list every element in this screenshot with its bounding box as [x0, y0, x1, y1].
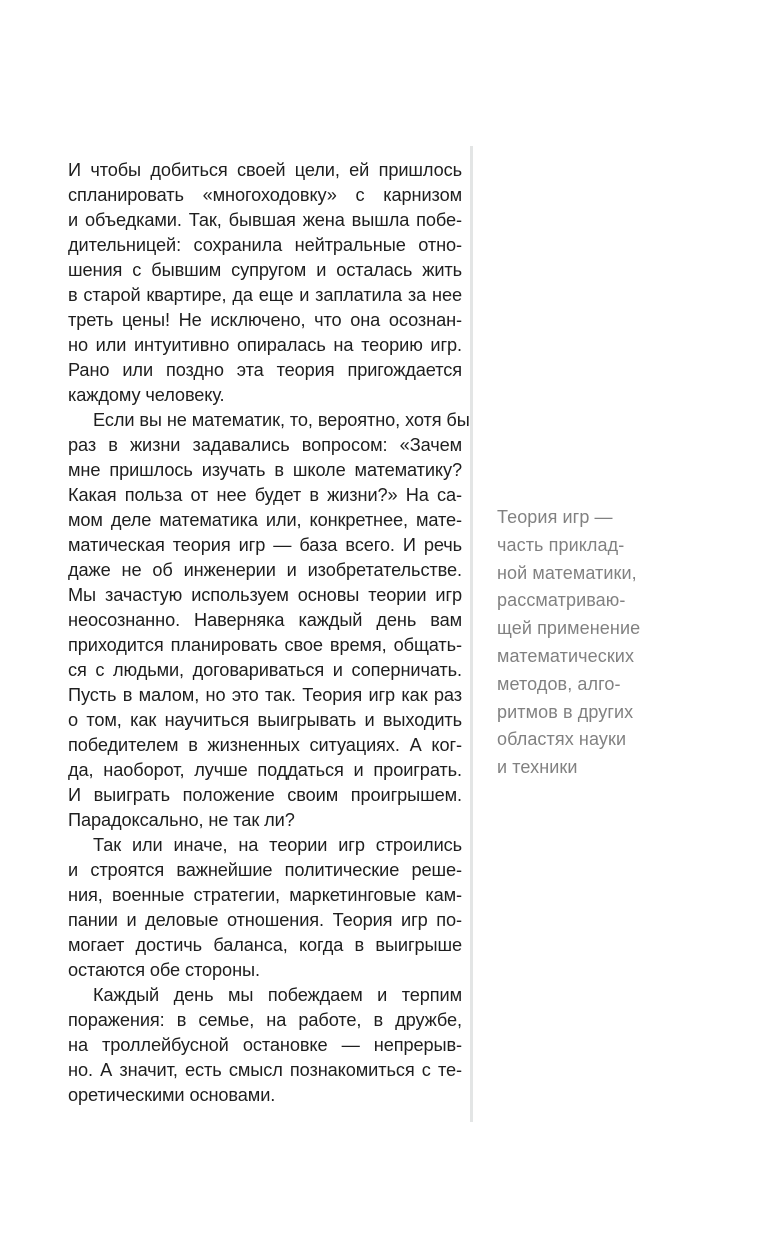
text-line: пании и деловые отношения. Теория игр по-	[68, 910, 462, 930]
margin-note-line: и техники	[497, 757, 578, 778]
text-line: матическая теория игр — база всего. И речь	[68, 535, 462, 555]
text-line: но. А значит, есть смысл познакомиться с те-	[68, 1060, 462, 1080]
paragraph	[68, 983, 462, 1108]
text-line: Мы зачастую используем основы теории игр	[68, 585, 462, 605]
text-line: да, наоборот, лучше поддаться и проиграть.	[68, 760, 462, 780]
text-line: и строятся важнейшие политические реше-	[68, 860, 462, 880]
text-line: Парадоксально, не так ли?	[68, 810, 295, 830]
margin-note-line: рассматриваю-	[497, 590, 626, 611]
text-line: Рано или поздно эта теория пригождается	[68, 360, 462, 380]
text-line: даже не об инженерии и изобретательстве.	[68, 560, 462, 580]
text-line: остаются обе стороны.	[68, 960, 260, 980]
text-line: спланировать «многоходовку» с карнизом	[68, 185, 462, 205]
text-line: Каждый день мы побеждаем и терпим	[93, 985, 462, 1005]
margin-note-line: ной математики,	[497, 562, 637, 583]
margin-note-line: щей применение	[497, 618, 641, 639]
text-line: дительницей: сохранила нейтральные отно-	[68, 235, 462, 255]
text-line: и объедками. Так, бывшая жена вышла побе-	[68, 210, 462, 230]
text-line: И выиграть положение своим проигрышем.	[68, 785, 462, 805]
text-line: каждому человеку.	[68, 385, 225, 405]
margin-note-divider	[470, 146, 473, 1122]
text-line: о том, как научиться выигрывать и выходить	[68, 710, 462, 730]
text-line: раз в жизни задавались вопросом: «Зачем	[68, 435, 462, 455]
text-line: поражения: в семье, на работе, в дружбе,	[68, 1010, 462, 1030]
text-line: на троллейбусной остановке — непрерыв-	[68, 1035, 462, 1055]
text-line: треть цены! Не исключено, что она осознан-	[68, 310, 462, 330]
margin-note-line: ритмов в других	[497, 701, 634, 722]
text-line: мом деле математика или, конкретнее, мате-	[68, 510, 462, 530]
text-line: ся с людьми, договариваться и соперничать.	[68, 660, 462, 680]
margin-note	[497, 504, 677, 782]
margin-note-line: Теория игр —	[497, 507, 613, 527]
margin-note-line: областях науки	[497, 729, 627, 750]
paragraph	[68, 408, 470, 833]
text-line: И чтобы добиться своей цели, ей пришлось	[68, 160, 462, 180]
paragraph	[68, 158, 462, 408]
body-text	[68, 158, 470, 1108]
text-line: победителем в жизненных ситуациях. А ког-	[68, 735, 462, 755]
text-line: мне пришлось изучать в школе математику?	[68, 460, 462, 480]
text-line: неосознанно. Наверняка каждый день вам	[68, 610, 462, 630]
text-line: шения с бывшим супругом и осталась жить	[68, 260, 462, 280]
text-line: ния, военные стратегии, маркетинговые кам-	[68, 885, 462, 905]
text-line: Так или иначе, на теории игр строились	[93, 835, 462, 855]
paragraph	[68, 833, 462, 983]
margin-note-line: методов, алго-	[497, 673, 621, 694]
text-line: Какая польза от нее будет в жизни?» На са-	[68, 485, 462, 505]
margin-note-line: часть приклад-	[497, 534, 625, 555]
text-line: могает достичь баланса, когда в выигрыше	[68, 935, 462, 955]
text-line: в старой квартире, да еще и заплатила за нее	[68, 285, 462, 305]
text-line: но или интуитивно опиралась на теорию игр.	[68, 335, 462, 355]
text-line: Если вы не математик, то, вероятно, хотя бы	[93, 410, 470, 430]
text-line: Пусть в малом, но это так. Теория игр как раз	[68, 685, 462, 705]
margin-note-line: математических	[497, 645, 635, 666]
text-line: приходится планировать свое время, общать-	[68, 635, 462, 655]
text-line: оретическими основами.	[68, 1085, 276, 1105]
